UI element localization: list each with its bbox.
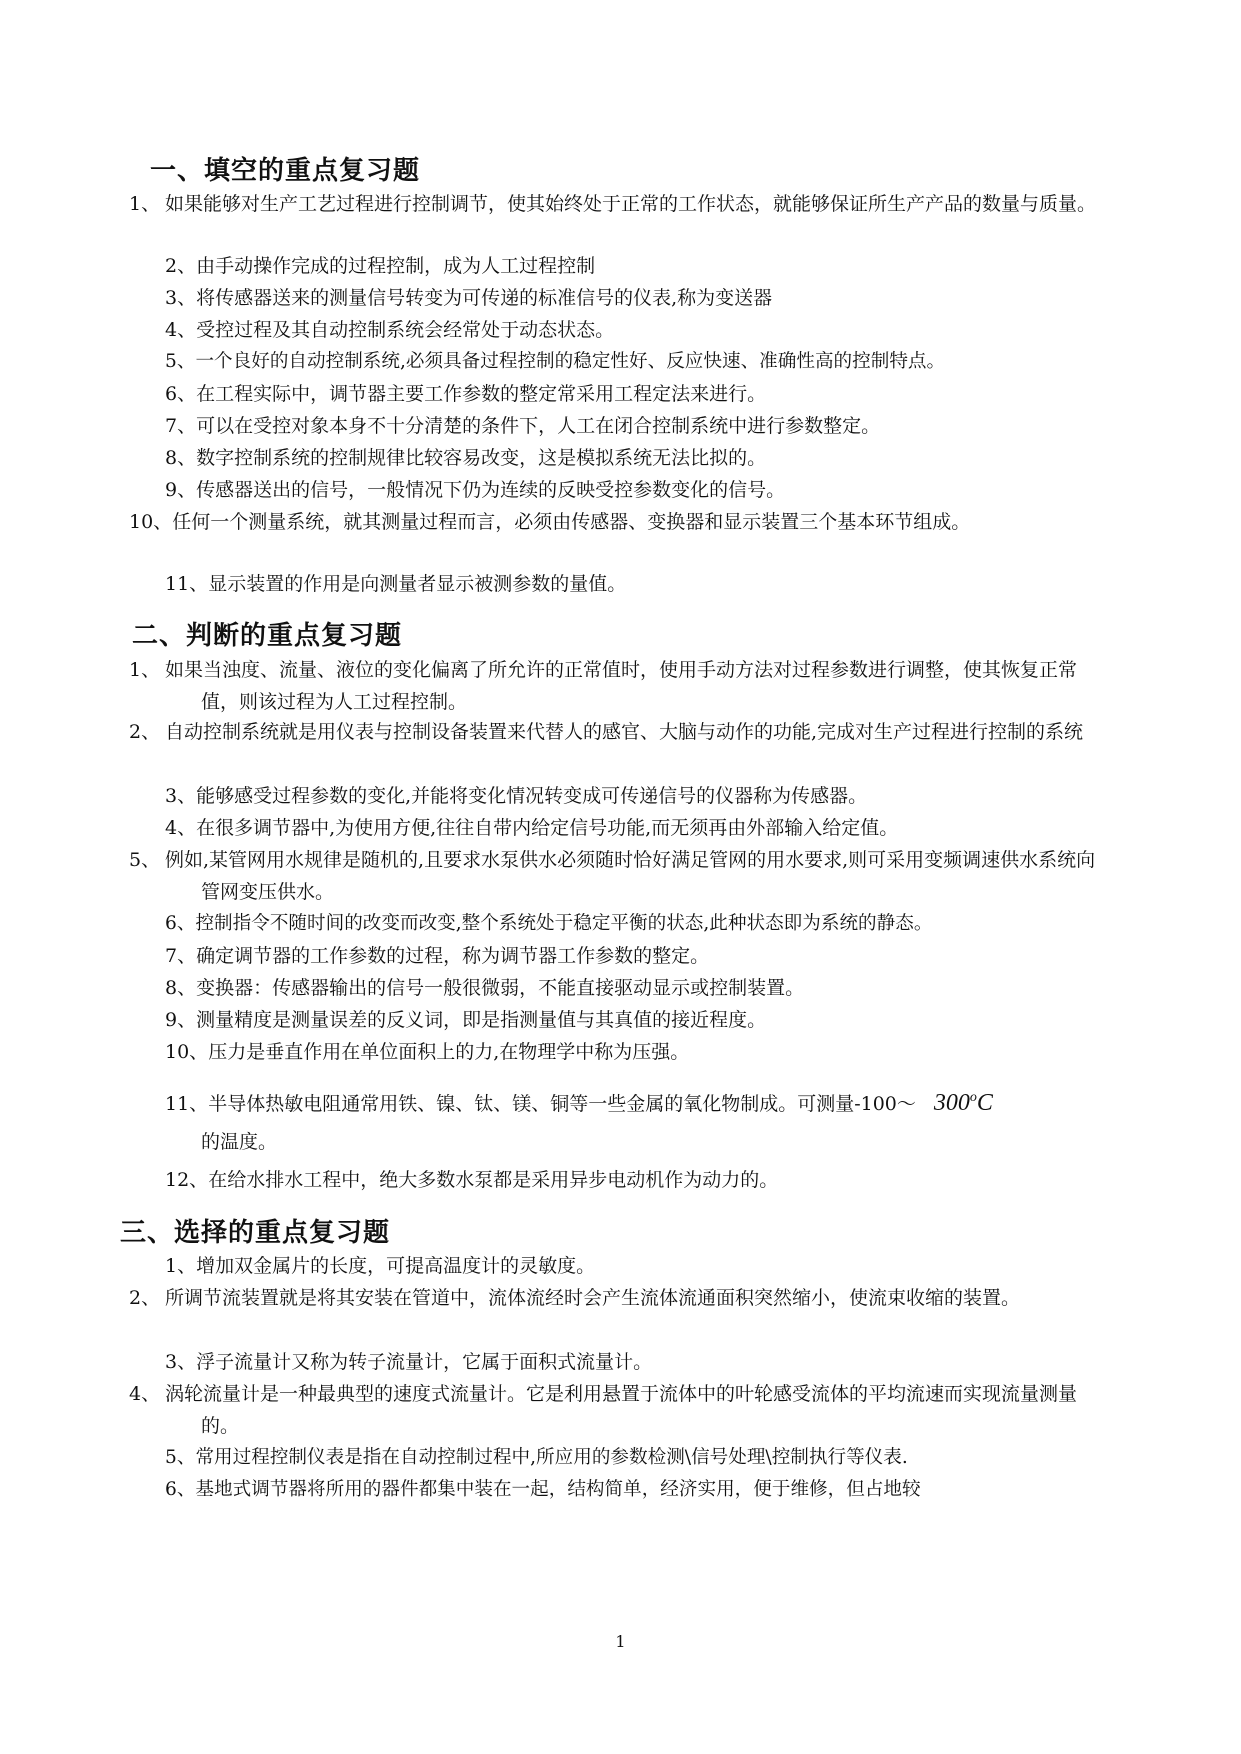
item-text: 可以在受控对象本身不十分清楚的条件下，人工在闭合控制系统中进行参数整定。 — [196, 415, 881, 437]
list-item — [165, 780, 1065, 812]
item-number: 5、 — [165, 1447, 196, 1468]
list-item: 2、 自动控制系统就是用仪表与控制设备装置来代替人的感官、大脑与动作的功能,完成对生产过程进行控制的系统 — [129, 721, 1084, 743]
list-item — [165, 1036, 1065, 1068]
item-text: 如果当浊度、流量、液位的变化偏离了所允许的正常值时，使用手动方法对过程参数进行调整，使其恢复正常值，则该过程为人工过程控制。 — [165, 659, 1078, 713]
list-item — [165, 568, 1065, 600]
list-item: 4、 涡轮流量计是一种最典型的速度式流量计。它是利用悬置于流体中的叶轮感受流体的平均流速而实现流量测量的。 — [129, 1383, 1078, 1437]
list-item — [165, 1442, 1085, 1474]
item-number: 6、 — [165, 1479, 196, 1500]
list-item — [165, 812, 1065, 844]
section-title-multiple-choice: 三、选择的重点复习题 — [120, 1218, 391, 1248]
list-item — [165, 940, 1065, 972]
item-text: 在很多调节器中,为使用方便,往往自带内给定信号功能,而无须再由外部输入给定值。 — [196, 817, 899, 839]
list-item — [165, 1004, 1065, 1036]
formula-unit: C — [976, 1090, 993, 1116]
item-text: 测量精度是测量误差的反义词，即是指测量值与其真值的接近程度。 — [196, 1009, 767, 1031]
item-text: 在给水排水工程中，绝大多数水泵都是采用异步电动机作为动力的。 — [208, 1169, 779, 1191]
item-text: 常用过程控制仪表是指在自动控制过程中,所应用的参数检测\信号处理\控制执行等仪表. — [195, 1447, 908, 1468]
item-text: 数字控制系统的控制规律比较容易改变，这是模拟系统无法比拟的。 — [196, 447, 767, 469]
item-text: 涡轮流量计是一种最典型的速度式流量计。它是利用悬置于流体中的叶轮感受流体的平均流速而实现流量测量的。 — [165, 1383, 1078, 1437]
item-number: 4、 — [165, 817, 197, 839]
list-item — [165, 1474, 1085, 1506]
list-item — [165, 410, 1065, 442]
item-text: 增加双金属片的长度，可提高温度计的灵敏度。 — [196, 1255, 596, 1277]
item-number: 4、 — [165, 319, 197, 341]
item-text: 基地式调节器将所用的器件都集中装在一起，结构简单，经济实用，便于维修，但占地较 — [195, 1479, 921, 1500]
page-number: 1 — [615, 1632, 626, 1651]
item-text: 所调节流装置就是将其安装在管道中，流体流经时会产生流体流通面积突然缩小，使流束收缩的装置。 — [165, 1287, 1021, 1309]
item-text: 浮子流量计又称为转子流量计，它属于面积式流量计。 — [196, 1351, 653, 1373]
item-text: 半导体热敏电阻通常用铁、镍、钛、镁、铜等一些金属的氧化物制成。可测量-100～ — [208, 1093, 916, 1115]
item-text: 自动控制系统就是用仪表与控制设备装置来代替人的感官、大脑与动作的功能,完成对生产过程进行控制的系统 — [165, 721, 1084, 743]
list-item-continuation: 的温度。 — [201, 1131, 278, 1153]
list-item — [129, 506, 1097, 538]
list-item: 5、 例如,某管网用水规律是随机的,且要求水泵供水必须随时恰好满足管网的用水要求,则可采用变频调速供水系统向管网变压供水。 — [129, 849, 1096, 903]
section-title-fill-in: 一、填空的重点复习题 — [150, 156, 421, 186]
item-number: 5、 — [165, 351, 196, 372]
item-number: 6、 — [165, 913, 196, 934]
item-number: 2、 — [165, 255, 197, 277]
list-item — [165, 378, 1065, 410]
item-number: 6、 — [165, 383, 197, 405]
item-number: 3、 — [165, 287, 197, 309]
list-item — [165, 908, 1085, 940]
item-number: 3、 — [165, 785, 197, 807]
item-text: 例如,某管网用水规律是随机的,且要求水泵供水必须随时恰好满足管网的用水要求,则可采用变频调速供水系统向管网变压供水。 — [165, 849, 1096, 903]
temperature-formula — [934, 1090, 993, 1116]
item-text: 控制指令不随时间的改变而改变,整个系统处于稳定平衡的状态,此种状态即为系统的静态。 — [195, 913, 933, 934]
item-number: 8、 — [165, 977, 197, 999]
item-text: 在工程实际中，调节器主要工作参数的整定常采用工程定法来进行。 — [196, 383, 767, 405]
item-number: 12、 — [165, 1169, 209, 1191]
item-text: 一个良好的自动控制系统,必须具备过程控制的稳定性好、反应快速、准确性高的控制特点。 — [195, 351, 946, 372]
item-number: 7、 — [165, 945, 197, 967]
item-number: 1、 — [165, 1255, 197, 1277]
item-text: 如果能够对生产工艺过程进行控制调节，使其始终处于正常的工作状态，就能够保证所生产产品的数量与质量。 — [165, 193, 1097, 215]
formula-value: 300 — [933, 1090, 970, 1116]
item-number: 10、 — [165, 1041, 209, 1063]
item-text: 变换器：传感器输出的信号一般很微弱，不能直接驱动显示或控制装置。 — [196, 977, 805, 999]
item-number: 9、 — [165, 479, 197, 501]
item-text: 能够感受过程参数的变化,并能将变化情况转变成可传递信号的仪器称为传感器。 — [196, 785, 868, 807]
item-number: 10、 — [129, 511, 173, 533]
list-item — [165, 1346, 1065, 1378]
item-number: 8、 — [165, 447, 197, 469]
list-item — [165, 250, 1065, 282]
item-number: 11、 — [165, 1093, 209, 1115]
item-number: 7、 — [165, 415, 197, 437]
item-number: 9、 — [165, 1009, 197, 1031]
section-title-true-false: 二、判断的重点复习题 — [132, 621, 403, 651]
item-text: 显示装置的作用是向测量者显示被测参数的量值。 — [208, 573, 627, 595]
item-number: 3、 — [165, 1351, 197, 1373]
item-text: 确定调节器的工作参数的过程，称为调节器工作参数的整定。 — [196, 945, 710, 967]
list-item — [165, 1250, 1065, 1282]
list-item: 1、 如果当浊度、流量、液位的变化偏离了所允许的正常值时，使用手动方法对过程参数进行调整，使其恢复正常值，则该过程为人工过程控制。 — [129, 659, 1078, 713]
list-item — [165, 1082, 1065, 1120]
list-item — [165, 346, 1085, 378]
list-item — [165, 442, 1065, 474]
item-text: 受控过程及其自动控制系统会经常处于动态状态。 — [196, 319, 615, 341]
formula-degree: o — [969, 1090, 977, 1105]
list-item: 2、 所调节流装置就是将其安装在管道中，流体流经时会产生流体流通面积突然缩小，使流束收缩的装置。 — [129, 1287, 1021, 1309]
item-text: 压力是垂直作用在单位面积上的力,在物理学中称为压强。 — [208, 1041, 690, 1063]
list-item — [165, 282, 1065, 314]
list-item — [165, 314, 1065, 346]
list-item — [165, 474, 1065, 506]
list-item — [165, 972, 1065, 1004]
list-item — [165, 1164, 1065, 1196]
list-item: 1、 如果能够对生产工艺过程进行控制调节，使其始终处于正常的工作状态，就能够保证所生产产品的数量与质量。 — [129, 193, 1097, 215]
item-text: 将传感器送来的测量信号转变为可传递的标准信号的仪表,称为变送器 — [196, 287, 773, 309]
item-text: 任何一个测量系统，就其测量过程而言，必须由传感器、变换器和显示装置三个基本环节组成。 — [172, 511, 971, 533]
item-text: 由手动操作完成的过程控制，成为人工过程控制 — [196, 255, 596, 277]
item-text: 传感器送出的信号，一般情况下仍为连续的反映受控参数变化的信号。 — [196, 479, 786, 501]
item-number: 11、 — [165, 573, 209, 595]
